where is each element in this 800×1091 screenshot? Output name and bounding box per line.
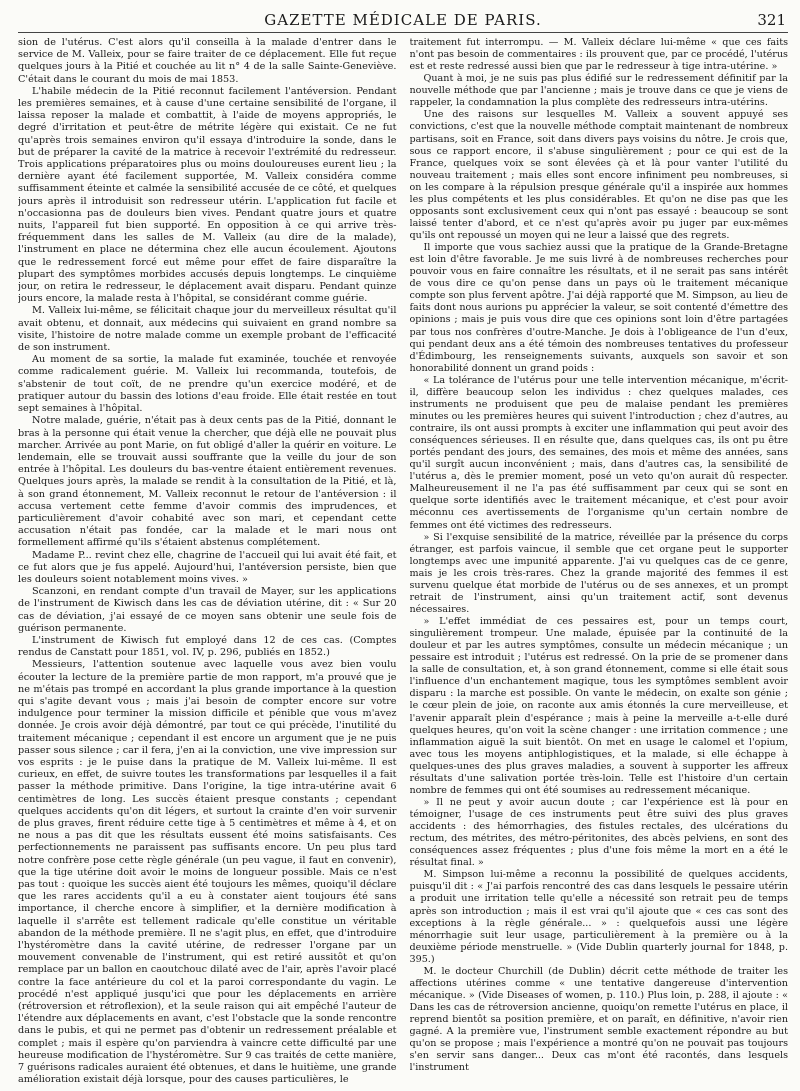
paragraph: » Si l'exquise sensibilité de la matrice, réveillée par la présence du corps étranger, est parfois vaincue, il semble que cet organe peut le supporter longtemps avec une impunité apparente. J'ai vu quelques cas de ce genre, mais je les crois très-rares. Chez la grande majorité des femmes il est survenu quelque état morbide de l'utérus ou de ses annexes, et un prompt retrait de l'instrument, ainsi qu'un traitement actif, sont devenus nécessaires. — [409, 531, 788, 615]
paragraph: Messieurs, l'attention soutenue avec laquelle vous avez bien voulu écouter la lecture de la première partie de mon rapport, m'a prouvé que je ne m'étais pas trompé en accordant la plus grande importance à la question qui s'agite devant vous ; mais j'ai besoin de compter encore sur votre indulgence pour terminer la mission difficile et pénible que vous m'avez donnée. Je crois avoir déjà démontré, par tout ce qui précède, l'inutilité du traitement mécanique ; cependant il est encore un argument que je ne puis passer sous silence ; car il fera, j'en ai la conviction, une vive impression sur vos esprits : je le puise dans la pratique de M. Valleix lui-même. Il est curieux, en effet, de suivre toutes les transformations par lesquelles il a fait passer la méthode primitive. Dans l'origine, la tige intra-utérine avait 6 centimètres de long. Les succès étaient presque constants ; cependant quelques accidents qu'on dit légers, et surtout la crainte d'en voir survenir de plus graves, firent réduire cette tige à 5 centimètres et même à 4, et on ne nous a pas dit que les résultats eussent été moins satisfaisants. Ces perfectionnements ne paraissent pas suffisants encore. Un peu plus tard notre confrère pose cette règle générale (un peu vague, il faut en convenir), que la tige utérine doit avoir le moins de longueur possible. Mais ce n'est pas tout : quoique les succès aient été toujours les mêmes, quoiqu'il déclare que les rares accidents qu'il a eu à constater aient toujours été sans importance, il cherche encore à simplifier, et la dernière modification à laquelle il s'arrête est tellement radicale qu'elle constitue un véritable abandon de la méthode première. Il ne s'agit plus, en effet, que d'introduire l'hystéromètre dans la cavité utérine, de redresser l'organe par un mouvement convenable de l'instrument, qui est retiré aussitôt et qu'on remplace par un ballon en caoutchouc dilaté avec de l'air, après l'avoir placé contre la face antérieure du col et la paroi correspondante du vagin. Le procédé n'est appliqué jusqu'ici que pour les déplacements en arrière (rétroversion et rétroflexion), et la seule raison qui ait empêché l'auteur de l'étendre aux déplacements en avant, c'est l'obstacle que la sonde rencontre dans le pubis, et qui ne permet pas d'obtenir un redressement préalable et complet ; mais il espère qu'on parviendra à vaincre cette difficulté par une heureuse modification de l'hystéromètre. Sur 9 cas traités de cette manière, 7 guérisons radicales auraient été obtenues, et dans le huitième, une grande amélioration existait déjà lorsque, pour des causes particulières, le — [18, 659, 397, 1086]
paragraph: Il importe que vous sachiez aussi que la pratique de la Grande-Bretagne est loin d'être favorable. Je me suis livré à de nombreuses recherches pour pouvoir vous en faire connaître les résultats, et il ne serait pas sans intérêt de vous dire ce qu'on pense dans un pays où le traitement mécanique compte son plus fervent apôtre. J'ai déjà rapporté que M. Simpson, au lieu de faits dont nous aurions pu apprécier la valeur, se soit contenté d'émettre des opinions ; mais je puis vous dire que ces opinions sont loin d'être partagées par tous nos confrères d'outre-Manche. Je dois à l'obligeance de l'un d'eux, qui pendant deux ans a été témoin des nombreuses tentatives du professeur d'Édimbourg, les renseignements suivants, auxquels son savoir et son honorabilité donnent un grand poids : — [409, 242, 788, 374]
paragraph: Scanzoni, en rendant compte d'un travail de Mayer, sur les applications de l'instrument de Kiwisch dans les cas de déviation utérine, dit : « Sur 20 cas de déviation, j'ai essayé de ce moyen sans obtenir une seule fois de guérison permanente. — [18, 586, 397, 634]
paragraph: sion de l'utérus. C'est alors qu'il conseilla à la malade d'entrer dans le service de M. Valleix, pour se faire traiter de ce déplacement. Elle fut reçue quelques jours à la Pitié et couchée au lit n° 4 de la salle Sainte-Geneviève. C'était dans le courant du mois de mai 1853. — [18, 37, 397, 85]
page-number: 321 — [757, 11, 786, 29]
paragraph: Madame P... revint chez elle, chagrine de l'accueil qui lui avait été fait, et ce fut alors que je fus appelé. Aujourd'hui, l'antéversion persiste, bien que les douleurs soient notablement moins vives. » — [18, 549, 397, 585]
paragraph: » L'effet immédiat de ces pessaires est, pour un temps court, singulièrement trompeur. Une malade, épuisée par la continuité de la douleur et par les autres symptômes, consulte un médecin mécanique ; un pessaire est introduit ; l'utérus est redressé. On la prie de se promener dans la salle de consultation, et, à son grand étonnement, comme si elle était sous l'influence d'un enchantement magique, tous les symptômes semblent avoir disparu : la marche est possible. On vante le médecin, on exalte son génie ; le cœur plein de joie, on raconte aux amis étonnés la cure merveilleuse, et l'avenir apparaît plein d'espérance ; mais à peine la merveille a-t-elle duré quelques heures, qu'on voit la scène changer : une irritation commence ; une inflammation aiguë la suit bientôt. On met en usage le calomel et l'opium, avec tous les moyens antiphlogistiques, et la malade, si elle échappe à quelques-unes des plus graves maladies, a souvent à supporter les affreux résultats d'une salivation portée très-loin. Telle est l'histoire d'un certain nombre de femmes qui ont été soumises au redressement mécanique. — [409, 616, 788, 796]
paragraph: Au moment de sa sortie, la malade fut examinée, touchée et renvoyée comme radicalement guérie. M. Valleix lui recommanda, toutefois, de s'abstenir de tout coït, de ne prendre qu'un exercice modéré, et de pratiquer autour du bassin des lotions d'eau froide. Elle était restée en tout sept semaines à l'hôpital. — [18, 354, 397, 415]
running-header — [18, 10, 788, 33]
paragraph: Une des raisons sur lesquelles M. Valleix a souvent appuyé ses convictions, c'est que la nouvelle méthode comptait maintenant de nombreux partisans, soit en France, soit dans divers pays voisins du nôtre. Je crois que, sous ce rapport encore, il s'abuse singulièrement ; pour ce qui est de la France, quelques voix se sont élevées çà et là pour vanter l'utilité du nouveau traitement ; mais elles sont encore infiniment peu nombreuses, si on les compare à la répulsion presque générale qu'il a inspirée aux hommes les plus compétents et les plus considérables. Et qu'on ne dise pas que les opposants sont exclusivement ceux qui n'ont pas essayé : beaucoup se sont laissé tenter d'abord, et ce n'est qu'après avoir pu juger par eux-mêmes qu'ils ont repoussé un moyen qui ne leur a laissé que des regrets. — [409, 109, 788, 241]
paragraph: Notre malade, guérie, n'était pas à deux cents pas de la Pitié, donnant le bras à la personne qui était venue la chercher, que déjà elle ne pouvait plus marcher. Arrivée au pont Marie, on fut obligé d'aller la quérir en voiture. Le lendemain, elle se trouvait aussi souffrante que la veille du jour de son entrée à l'hôpital. Les douleurs du bas-ventre étaient entièrement revenues. Quelques jours après, la malade se rendit à la consultation de la Pitié, et là, à son grand étonnement, M. Valleix reconnut le retour de l'antéversion : il accusa vertement cette femme d'avoir commis des imprudences, et particulièrement d'avoir cohabité avec son mari, et cependant cette accusation n'était pas fondée, car la malade et le mari nous ont formellement affirmé qu'ils s'étaient abstenus complétement. — [18, 415, 397, 549]
journal-title: GAZETTE MÉDICALE DE PARIS. — [264, 11, 542, 29]
paragraph: traitement fut interrompu. — M. Valleix déclare lui-même « que ces faits n'ont pas besoin de commentaires : ils prouvent que, par ce procédé, l'utérus est et reste redressé aussi bien que par le redresseur à tige intra-utérine. » — [409, 37, 788, 73]
paragraph: » Il ne peut y avoir aucun doute ; car l'expérience est là pour en témoigner, l'usage de ces instruments peut être suivi des plus graves accidents : des hémorrhagies, des fistules rectales, des ulcérations du rectum, des métrites, des métro-péritonites, des abcès pelviens, en sont des conséquences assez fréquentes ; plus d'une fois même la mort en a été le résultat final. » — [409, 796, 788, 869]
right-column — [410, 37, 789, 1089]
paragraph: Quant à moi, je ne suis pas plus édifié sur le redressement définitif par la nouvelle méthode que par l'ancienne ; mais je trouve dans ce que je viens de rappeler, la condamnation la plus complète des redresseurs intra-utérins. — [409, 73, 788, 109]
paragraph: M. le docteur Churchill (de Dublin) décrit cette méthode de traiter les affections utérines comme « une tentative dangereuse d'intervention mécanique. » (Vide Diseases of women, p. 110.) Plus loin, p. 288, il ajoute : « Dans les cas de rétroversion ancienne, quoiqu'on remette l'utérus en place, il reprend bientôt sa position première, et on paraît, en définitive, n'avoir rien gagné. A la première vue, l'instrument semble exactement répondre au but qu'on se propose ; mais l'expérience a montré qu'on ne pouvait pas toujours s'en servir sans danger... Deux cas m'ont été racontés, dans lesquels l'instrument — [409, 965, 788, 1074]
paragraph: L'habile médecin de la Pitié reconnut facilement l'antéversion. Pendant les premières semaines, et à cause d'une certaine sensibilité de l'organe, il laissa reposer la malade et combattit, à l'aide de moyens appropriés, le degré d'irritation et peut-être de métrite légère qui existait. Ce ne fut qu'après trois semaines environ qu'il essaya d'introduire la sonde, dans le but de préparer la cavité de la matrice à recevoir l'extrémité du redresseur. Trois applications préparatoires plus ou moins douloureuses eurent lieu ; la dernière ayant été facilement supportée, M. Valleix considéra comme suffisamment éteinte et calmée la sensibilité accusée de ce côté, et quelques jours après il introduisit son redresseur utérin. L'application fut facile et n'occasionna pas de douleurs bien vives. Pendant quatre jours et quatre nuits, l'appareil fut bien supporté. En opposition à ce qui arrive très-fréquemment dans les salles de M. Valleix (au dire de la malade), l'instrument en place ne détermina chez elle aucun écoulement. Ajoutons que le redressement forcé eut même pour effet de faire disparaître la plupart des symptômes morbides accusés depuis longtemps. Le cinquième jour, on retira le redresseur, le déplacement avait disparu. Pendant quinze jours encore, la malade resta à l'hôpital, se considérant comme guérie. — [18, 85, 397, 305]
left-column — [18, 37, 397, 1089]
text-columns — [18, 37, 788, 1089]
paragraph: « La tolérance de l'utérus pour une telle intervention mécanique, m'écrit-il, diffère beaucoup selon les individus : chez quelques malades, ces instruments ne produisent que peu de malaise pendant les premières minutes ou les premières heures qui suivent l'introduction ; chez d'autres, au contraire, ils ont aussi prompts à exciter une inflammation qui peut avoir des conséquences sérieuses. Il en résulte que, dans quelques cas, ils ont pu être portés pendant des jours, des semaines, des mois et même des années, sans qu'il surgît aucun inconvénient ; mais, dans d'autres cas, la sensibilité de l'utérus a, dès le premier moment, posé un veto qu'on aurait dû respecter. Malheureusement il ne l'a pas été suffisamment par ceux qui se sont en quelque sorte identifiés avec le traitement mécanique, et c'est pour avoir méconnu ces avertissements de l'organisme qu'un certain nombre de femmes ont été victimes des redresseurs. — [409, 374, 788, 531]
paragraph: M. Simpson lui-même a reconnu la possibilité de quelques accidents, puisqu'il dit : « J'ai parfois rencontré des cas dans lesquels le pessaire utérin a produit une irritation telle qu'elle a nécessité son retrait peu de temps après son introduction ; mais il est vrai qu'il ajoute que « ces cas sont des exceptions à la règle générale... » : quelquefois aussi une légère ménorrhagie suit leur usage, particulièrement à la première ou à la deuxième période menstruelle. » (Vide Dublin quarterly journal for 1848, p. 395.) — [409, 869, 788, 965]
paragraph: L'instrument de Kiwisch fut employé dans 12 de ces cas. (Comptes rendus de Canstatt pour 1851, vol. IV, p. 296, publiés en 1852.) — [18, 634, 397, 659]
paragraph: M. Valleix lui-même, se félicitait chaque jour du merveilleux résultat qu'il avait obtenu, et donnait, aux médecins qui suivaient en grand nombre sa visite, l'histoire de notre malade comme un exemple probant de l'efficacité de son instrument. — [18, 305, 397, 354]
